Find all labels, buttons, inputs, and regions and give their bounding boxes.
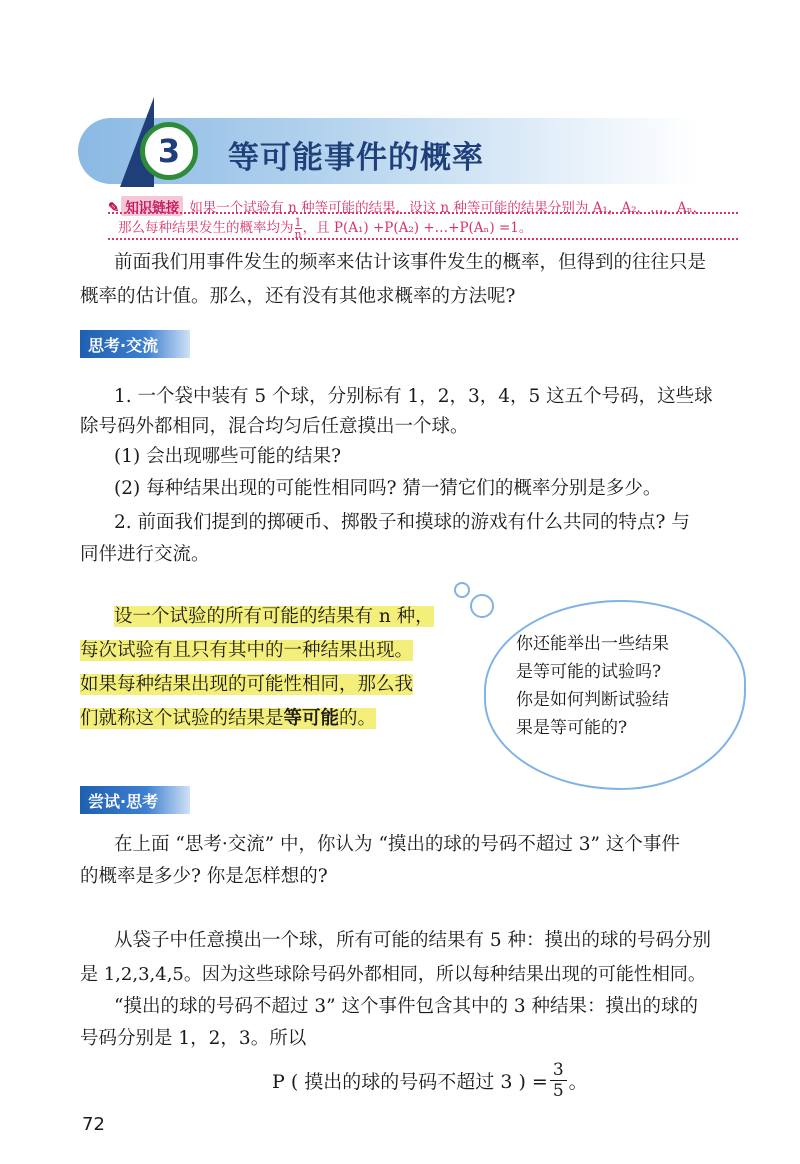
equation-fraction: $\frac{3}{5}$	[550, 1060, 567, 1101]
solution-line1: 从袋子中任意摸出一个球，所有可能的结果有 5 种：摸出的球的号码分别	[114, 930, 712, 951]
solution-line2: 是 1,2,3,4,5。因为这些球除号码外都相同，所以每种结果出现的可能性相同。	[80, 964, 706, 985]
tab-try-think: 尝试·思考	[80, 786, 190, 814]
solution-line4: 号码分别是 1，2，3。所以	[80, 1028, 307, 1049]
solution-line3: “摸出的球的号码不超过 3” 这个事件包含其中的 3 种结果：摸出的球的	[114, 996, 698, 1017]
definition-line4: 们就称这个试验的结果是等可能的。	[80, 708, 377, 729]
page-number: 72	[82, 1114, 105, 1135]
knowledge-link-label: 知识链接	[121, 196, 183, 216]
q1-subquestion-b: (2) 每种结果出现的可能性相同吗? 猜一猜它们的概率分别是多少。	[114, 478, 662, 499]
q1-subquestion-a: (1) 会出现哪些可能的结果?	[114, 446, 342, 467]
try-think-line2: 的概率是多少? 你是怎样想的?	[80, 866, 328, 887]
q1-line2: 除号码外都相同，混合均匀后任意摸出一个球。	[80, 416, 469, 437]
knowledge-link-line2	[118, 216, 532, 240]
definition-line3: 如果每种结果出现的可能性相同，那么我	[80, 674, 414, 695]
knowledge-link-text3: ，且 P(A₁) +P(A₂) +…+P(Aₙ) =1。	[302, 220, 533, 236]
q1-line1: 1. 一个袋中装有 5 个球，分别标有 1，2，3，4，5 这五个号码，这些球	[114, 386, 713, 407]
q2-line2: 同伴进行交流。	[80, 544, 210, 565]
intro-line2: 概率的估计值。那么，还有没有其他求概率的方法呢?	[80, 286, 516, 307]
probability-equation: P ( 摸出的球的号码不超过 3 ) = $\frac{3}{5}$ 。	[272, 1060, 588, 1101]
fraction-numerator: 1	[294, 216, 302, 229]
q2-line1: 2. 前面我们提到的掷硬币、掷骰子和摸球的游戏有什么共同的特点? 与	[114, 512, 690, 533]
thought-bubble-medium	[470, 594, 494, 618]
knowledge-link-text2: 那么每种结果发生的概率均为	[118, 220, 294, 236]
key-term: 等可能	[283, 708, 340, 729]
dotted-divider	[108, 238, 738, 240]
tab-think-exchange: 思考·交流	[80, 330, 190, 358]
pencil-icon: ✎	[108, 200, 120, 216]
thought-bubble-small	[454, 582, 470, 598]
definition-line2: 每次试验有且只有其中的一种结果出现。	[80, 640, 414, 661]
intro-line1: 前面我们用事件发生的频率来估计该事件发生的概率，但得到的往往只是	[114, 252, 707, 273]
thought-cloud-text: 你还能举出一些结果 是等可能的试验吗? 你是如何判断试验结 果是等可能的?	[516, 634, 669, 738]
fraction-denominator: n	[294, 228, 302, 241]
knowledge-link-text1: 如果一个试验有 n 种等可能的结果，设这 n 种等可能的结果分别为 A₁，A₂，…，Aₙ，	[189, 200, 707, 216]
definition-line1: 设一个试验的所有可能的结果有 n 种，	[114, 606, 434, 627]
try-think-line1: 在上面 “思考·交流” 中，你认为 “摸出的球的号码不超过 3” 这个事件	[114, 834, 680, 855]
dotted-divider	[108, 212, 738, 214]
fraction	[295, 217, 302, 240]
section-title: 等可能事件的概率	[228, 140, 484, 176]
section-number-badge: 3	[140, 122, 198, 180]
